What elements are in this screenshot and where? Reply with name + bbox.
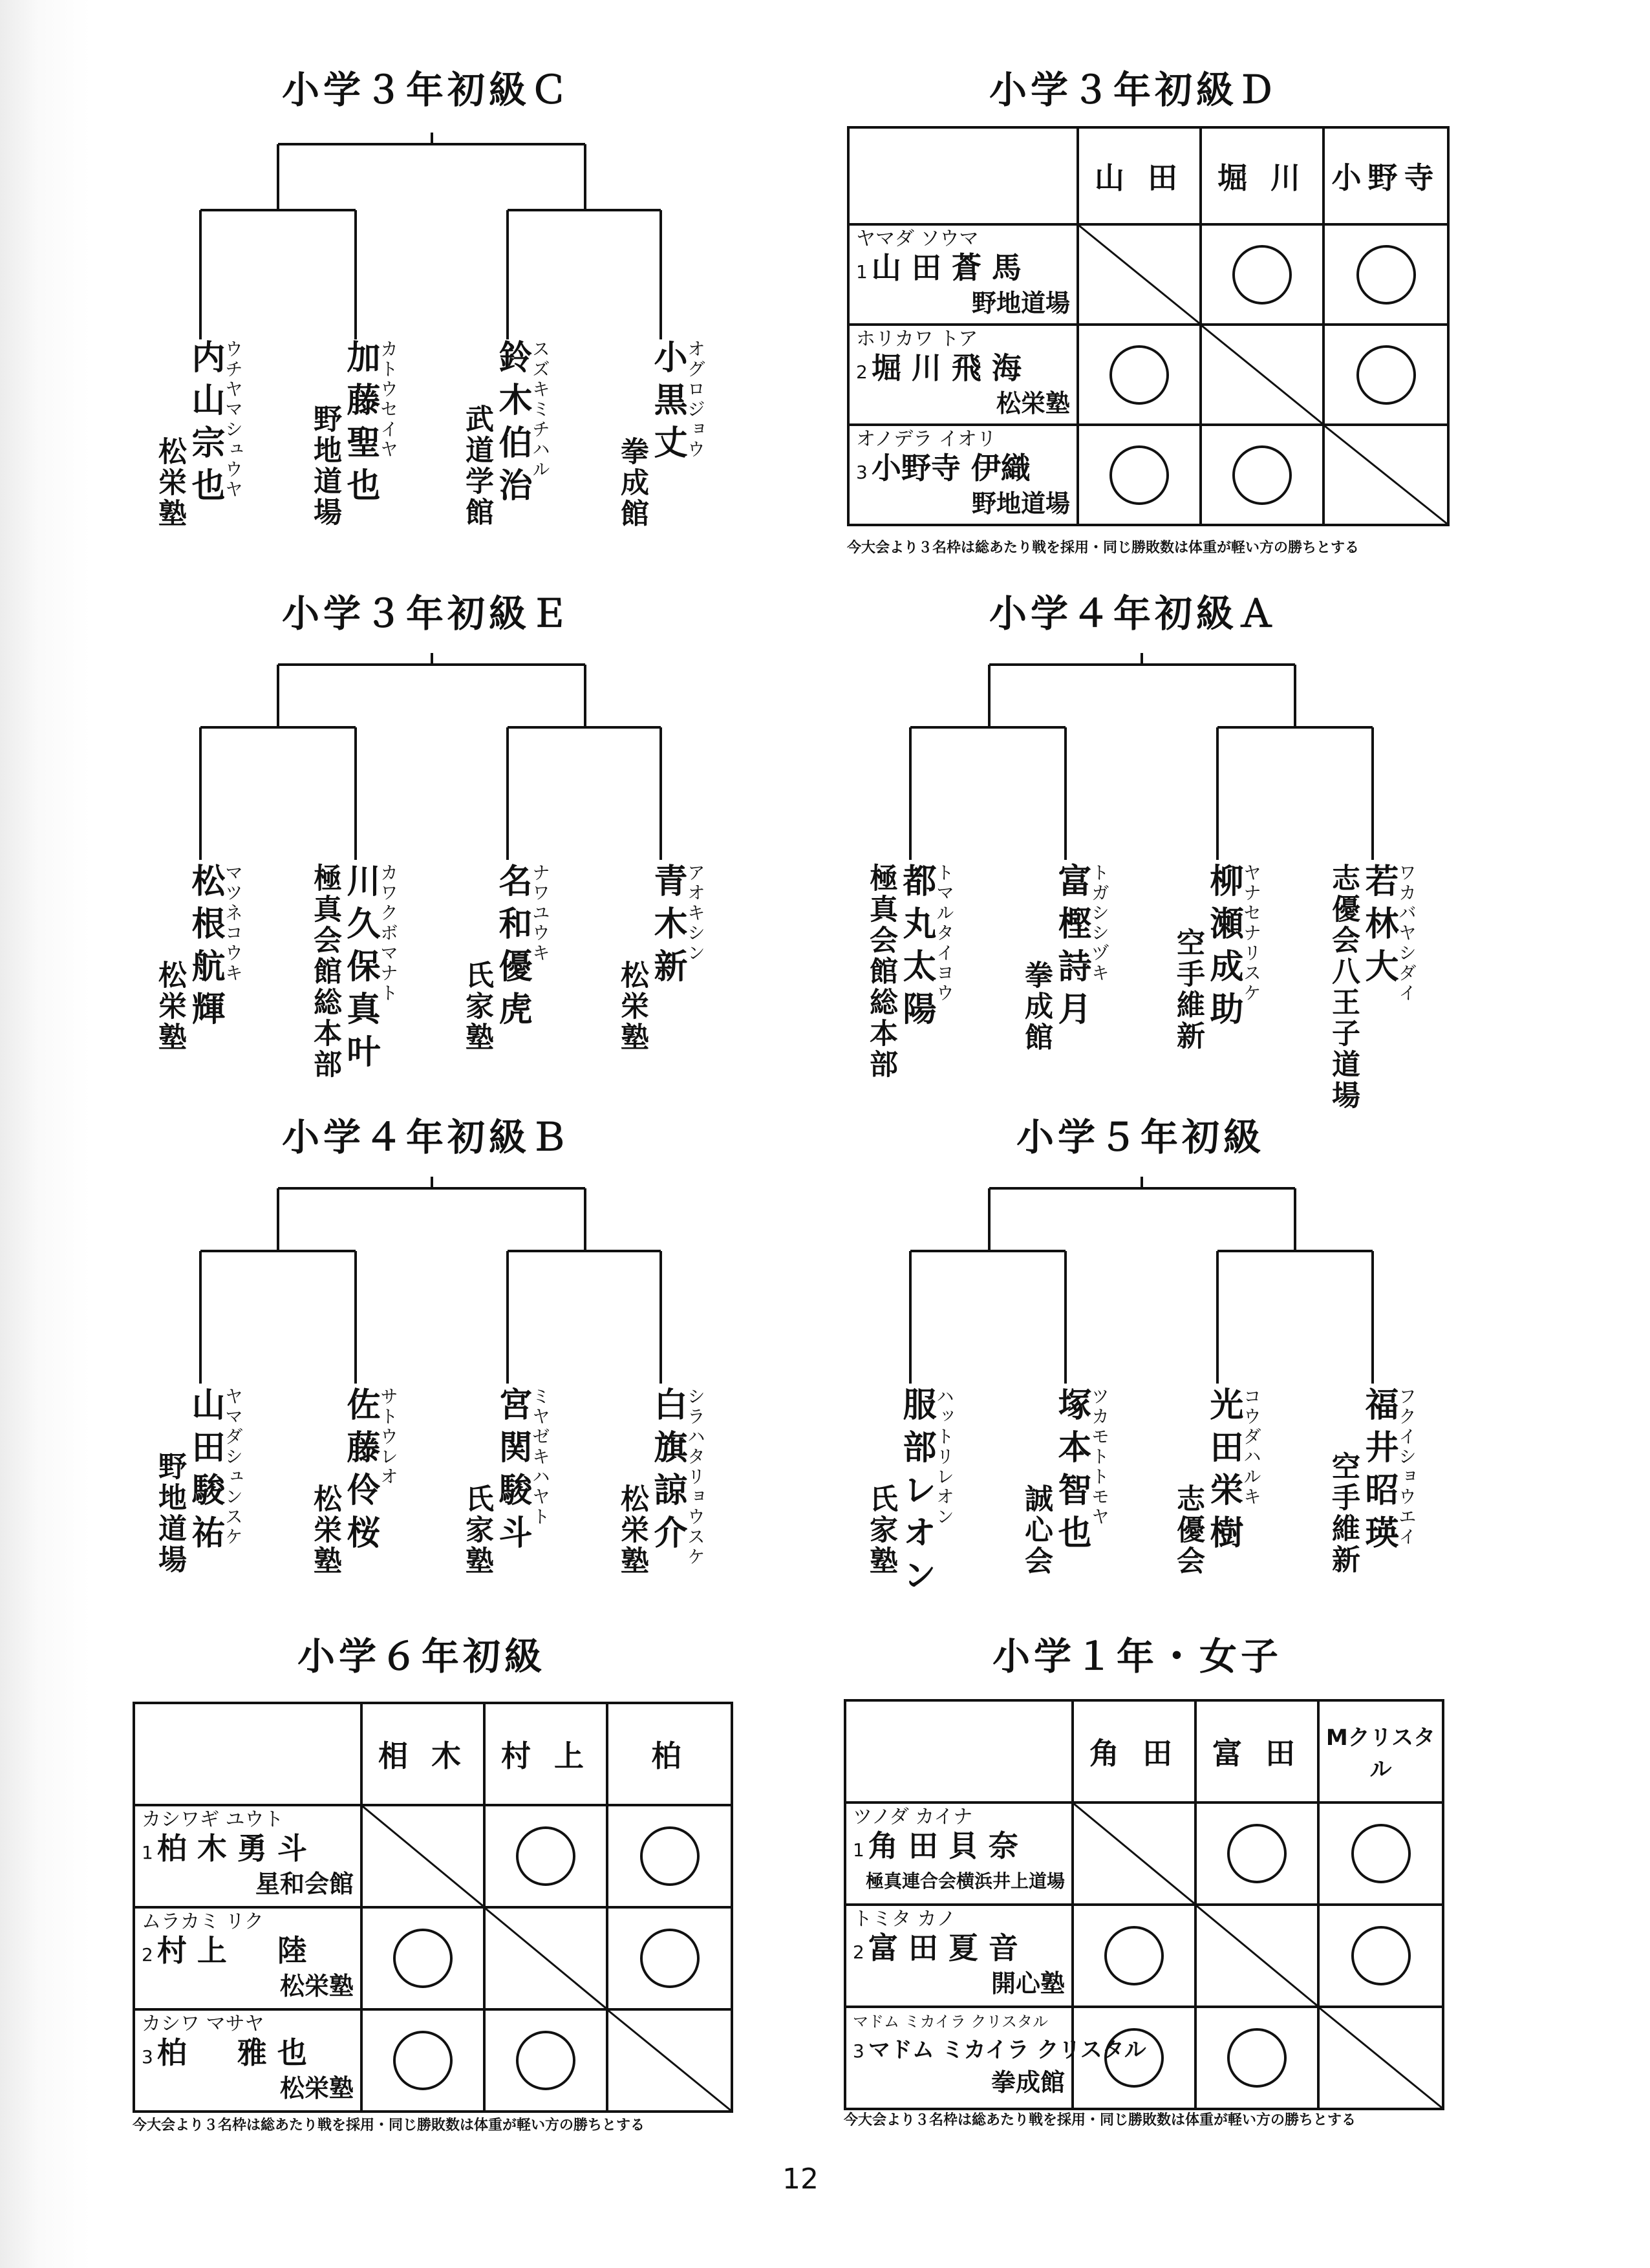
header-cell: Mクリスタル — [1318, 1700, 1443, 1803]
self-cell — [1318, 2007, 1443, 2109]
win-circle-icon — [1356, 345, 1416, 405]
win-circle-icon — [1227, 1824, 1287, 1883]
player-kana: ツカモトトモヤ — [1089, 1387, 1110, 1527]
header-cell: 富 田 — [1195, 1700, 1318, 1803]
rule-note: 今大会より３名枠は総あたり戦を採用・同じ勝敗数は体重が軽い方の勝ちとする — [847, 540, 1360, 556]
player-kana: カワクボマナト — [378, 863, 399, 1003]
row-name-cell — [853, 1909, 1065, 2003]
result-cell — [484, 2009, 607, 2112]
bracket-c3c — [200, 133, 659, 339]
result-cell — [1318, 1905, 1443, 2007]
self-cell — [1195, 1905, 1318, 2007]
result-cell — [361, 1907, 484, 2009]
header-cell: 堀 川 — [1201, 127, 1323, 224]
row-kana: カシワ マサヤ — [142, 2013, 264, 2035]
player-kana: シラハタリョウスケ — [685, 1387, 706, 1567]
row-name-cell — [856, 328, 1070, 421]
page-number: 12 — [782, 2163, 819, 2196]
self-cell — [607, 2009, 732, 2112]
player-name: 佐藤伶桜 — [341, 1387, 380, 1557]
player-club: 氏家塾 — [460, 1484, 493, 1577]
player-club: 氏家塾 — [864, 1484, 897, 1577]
row-seed: 2 — [856, 361, 868, 383]
player-kana: サトウレオ — [378, 1387, 399, 1487]
player-club: 氏家塾 — [460, 960, 493, 1053]
player-name: 白旗諒介 — [648, 1387, 687, 1557]
win-circle-icon — [1109, 345, 1169, 405]
result-cell — [1318, 1803, 1443, 1905]
header-cell: 相 木 — [361, 1703, 484, 1805]
player-club: 拳成館 — [616, 436, 648, 530]
player-club: 野地道場 — [308, 404, 341, 528]
row-name: 3 マドム ミカイラ クリスタル — [853, 2037, 1146, 2063]
result-cell — [1323, 325, 1448, 425]
row-club: 松栄塾 — [279, 2074, 354, 2102]
player-kana: ワカバヤシダイ — [1396, 863, 1417, 1003]
row-name: 3 小野寺 伊織 — [856, 451, 1031, 486]
player-club: 松栄塾 — [153, 436, 186, 530]
result-cell — [1078, 425, 1201, 525]
player-kana: ウチヤマシュウヤ — [222, 339, 244, 500]
player-name: 名和優虎 — [493, 863, 531, 1034]
self-cell — [361, 1805, 484, 1907]
result-cell — [1201, 425, 1323, 525]
row-name-cell — [856, 228, 1070, 321]
win-circle-icon — [516, 1826, 575, 1886]
player-name: 光田栄樹 — [1204, 1387, 1243, 1557]
league-table-c1g — [844, 1699, 1444, 2110]
player-kana: カトウセイヤ — [378, 339, 399, 460]
result-cell — [607, 1907, 732, 2009]
win-circle-icon — [1104, 2028, 1164, 2088]
row-name: 2 富 田 夏 音 — [853, 1931, 1018, 1965]
player-kana: トマルタイヨウ — [934, 863, 955, 1003]
player-name: 鈴木伯治 — [493, 339, 531, 510]
player-club: 空手維新 — [1172, 928, 1205, 1052]
row-club: 野地道場 — [971, 489, 1070, 518]
header-cell: 山 田 — [1078, 127, 1201, 224]
row-seed: 1 — [856, 261, 868, 283]
player-club: 極真会館総本部 — [864, 863, 897, 1080]
title-c6: 小学６年初級 — [297, 1634, 546, 1678]
header-cell: 小野寺 — [1323, 127, 1448, 224]
corner-cell — [134, 1703, 361, 1805]
win-circle-icon — [393, 2031, 453, 2090]
row-seed: 3 — [142, 2046, 153, 2068]
player-club: 松栄塾 — [153, 960, 186, 1053]
row-seed: 2 — [142, 1944, 153, 1965]
player-kana: フクイショウエイ — [1396, 1387, 1417, 1547]
player-club: 松栄塾 — [616, 1484, 648, 1577]
title-c3e: 小学３年初級Ｅ — [282, 592, 572, 636]
result-cell — [1195, 1803, 1318, 1905]
title-c3c: 小学３年初級Ｃ — [282, 68, 572, 112]
result-cell — [484, 1805, 607, 1907]
player-kana: コウダハルキ — [1241, 1387, 1262, 1507]
row-kana: ホリカワ トア — [856, 328, 978, 350]
player-kana: ナワユウキ — [530, 863, 551, 963]
player-club: 武道学館 — [460, 404, 493, 528]
header-cell: 村 上 — [484, 1703, 607, 1805]
header-cell: 角 田 — [1073, 1700, 1195, 1803]
row-club: 拳成館 — [991, 2068, 1065, 2097]
row-name: 2 村 上 陸 — [142, 1933, 307, 1968]
win-circle-icon — [640, 1826, 700, 1886]
player-kana: アオキシン — [685, 863, 706, 963]
player-name: 服部レオン — [897, 1387, 936, 1600]
corner-cell — [845, 1700, 1073, 1803]
row-name-cell — [142, 2013, 354, 2108]
row-name: 2 堀 川 飛 海 — [856, 350, 1022, 385]
player-name: 加藤聖也 — [341, 339, 380, 510]
win-circle-icon — [1351, 1824, 1411, 1883]
player-name: 富樫詩月 — [1052, 863, 1091, 1034]
win-circle-icon — [1232, 445, 1292, 505]
row-club: 野地道場 — [971, 289, 1070, 317]
result-cell — [1323, 224, 1448, 325]
player-name: 松根航輝 — [186, 863, 224, 1034]
player-club: 松栄塾 — [616, 960, 648, 1053]
win-circle-icon — [1351, 1926, 1411, 1985]
player-club: 拳成館 — [1020, 960, 1053, 1053]
bracket-c4a — [910, 653, 1373, 860]
player-name: 都丸太陽 — [897, 863, 936, 1034]
bracket-c3e — [200, 653, 659, 860]
title-c4a: 小学４年初級Ａ — [989, 592, 1280, 636]
title-c1g: 小学１年・女子 — [992, 1634, 1283, 1678]
player-kana: ヤマダシュンスケ — [222, 1387, 244, 1547]
league-table-c3d — [847, 126, 1450, 526]
player-club: 志優会八王子道場 — [1327, 863, 1360, 1111]
rule-note: 今大会より３名枠は総あたり戦を採用・同じ勝敗数は体重が軽い方の勝ちとする — [844, 2112, 1356, 2128]
win-circle-icon — [1232, 245, 1292, 305]
row-name-cell — [853, 2011, 1146, 2105]
row-club: 松栄塾 — [996, 389, 1070, 418]
player-club: 野地道場 — [153, 1451, 186, 1576]
result-cell — [1201, 224, 1323, 325]
bracket-c4b — [200, 1177, 659, 1384]
row-name-cell — [142, 1911, 354, 2006]
player-club: 松栄塾 — [308, 1484, 341, 1577]
row-club: 極真連合会横浜井上道場 — [865, 1870, 1065, 1892]
row-seed: 3 — [856, 462, 868, 483]
self-cell — [1078, 224, 1201, 325]
win-circle-icon — [393, 1929, 453, 1988]
result-cell — [607, 1805, 732, 1907]
row-name: 1 柏 木 勇 斗 — [142, 1831, 307, 1866]
bracket-c5 — [910, 1177, 1373, 1384]
self-cell — [1201, 325, 1323, 425]
player-name: 福井昭瑛 — [1359, 1387, 1398, 1557]
row-kana: マドム ミカイラ クリスタル — [853, 2013, 1049, 2031]
win-circle-icon — [1227, 2028, 1287, 2088]
player-club: 志優会 — [1172, 1484, 1205, 1577]
row-club: 開心塾 — [991, 1969, 1065, 1998]
row-seed: 1 — [142, 1842, 153, 1863]
player-kana: ヤナセナリスケ — [1241, 863, 1262, 1003]
player-name: 川久保真叶 — [341, 863, 380, 1076]
player-kana: ミヤゼキハヤト — [530, 1387, 551, 1527]
result-cell — [1073, 2007, 1195, 2109]
row-name-cell — [853, 1806, 1065, 1901]
win-circle-icon — [1104, 1926, 1164, 1985]
row-name: 1 山 田 蒼 馬 — [856, 250, 1022, 285]
win-circle-icon — [1356, 245, 1416, 305]
league-table-c6 — [133, 1702, 733, 2113]
player-name: 塚本智也 — [1052, 1387, 1091, 1557]
player-name: 若林大 — [1359, 863, 1398, 991]
row-kana: トミタ カノ — [853, 1908, 956, 1931]
player-kana: スズキミチハル — [530, 339, 551, 480]
corner-cell — [848, 127, 1078, 224]
title-c3d: 小学３年初級Ｄ — [989, 68, 1280, 112]
result-cell — [1195, 2007, 1318, 2109]
player-name: 青木新 — [648, 863, 687, 991]
player-name: 山田駿祐 — [186, 1387, 224, 1557]
player-name: 柳瀬成助 — [1204, 863, 1243, 1034]
row-kana: ヤマダ ソウマ — [856, 228, 979, 250]
row-seed: 1 — [853, 1839, 864, 1861]
self-cell — [484, 1907, 607, 2009]
player-club: 誠心会 — [1020, 1484, 1053, 1577]
self-cell — [1323, 425, 1448, 525]
player-kana: マツネコウキ — [222, 863, 244, 983]
title-c4b: 小学４年初級Ｂ — [282, 1115, 572, 1159]
row-club: 星和会館 — [255, 1870, 354, 1898]
win-circle-icon — [516, 2031, 575, 2090]
result-cell — [361, 2009, 484, 2112]
row-kana: オノデラ イオリ — [856, 428, 996, 451]
row-seed: 2 — [853, 1942, 864, 1963]
win-circle-icon — [640, 1929, 700, 1988]
player-kana: トガシシヅキ — [1089, 863, 1110, 983]
win-circle-icon — [1109, 445, 1169, 505]
header-cell: 柏 — [607, 1703, 732, 1805]
row-kana: カシワギ ユウト — [142, 1808, 284, 1831]
title-c5: 小学５年初級 — [1016, 1115, 1265, 1159]
row-club: 松栄塾 — [279, 1972, 354, 2000]
player-name: 内山宗也 — [186, 339, 224, 510]
player-name: 小黒丈 — [648, 339, 687, 467]
rule-note: 今大会より３名枠は総あたり戦を採用・同じ勝敗数は体重が軽い方の勝ちとする — [133, 2117, 645, 2134]
row-kana: ムラカミ リク — [142, 1910, 264, 1933]
player-kana: オグロジョウ — [685, 339, 706, 460]
row-name-cell — [142, 1809, 354, 1903]
result-cell — [1073, 1905, 1195, 2007]
player-name: 宮関駿斗 — [493, 1387, 531, 1557]
player-club: 極真会館総本部 — [308, 863, 341, 1080]
row-name: 1 角 田 貝 奈 — [853, 1828, 1018, 1863]
result-cell — [1078, 325, 1201, 425]
player-club: 空手維新 — [1327, 1451, 1360, 1576]
row-kana: ツノダ カイナ — [853, 1806, 973, 1828]
player-kana: ハットリレオン — [934, 1387, 955, 1527]
row-name-cell — [856, 429, 1070, 521]
self-cell — [1073, 1803, 1195, 1905]
row-seed: 3 — [853, 2040, 864, 2062]
row-name: 3 柏 雅 也 — [142, 2035, 307, 2070]
